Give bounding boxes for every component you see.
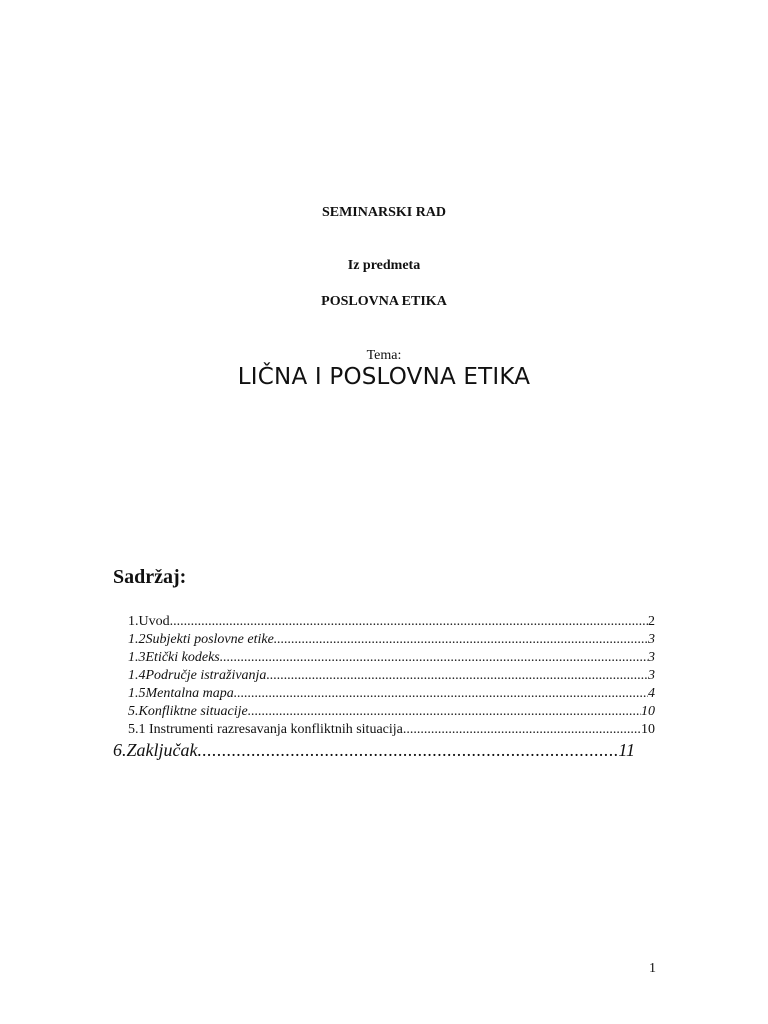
toc-entry-page: 2 — [648, 614, 655, 629]
document-type-title: SEMINARSKI RAD — [321, 205, 447, 220]
toc-dot-leader — [170, 613, 648, 631]
table-of-contents-heading: Sadržaj: — [113, 566, 187, 588]
toc-entry[interactable] — [128, 613, 655, 631]
subject-name: POSLOVNA ETIKA — [321, 294, 447, 309]
page-number: 1 — [649, 961, 656, 976]
toc-entry[interactable] — [113, 739, 635, 761]
toc-entry[interactable] — [128, 703, 655, 721]
toc-entry-page: 4 — [648, 686, 655, 701]
toc-entry-page: 10 — [641, 722, 655, 737]
toc-entry[interactable] — [128, 685, 655, 703]
toc-entry-label: 1.3Etički kodeks — [128, 650, 220, 665]
topic-label: Tema: — [366, 348, 402, 363]
toc-entry[interactable] — [128, 631, 655, 649]
toc-entry-label: 5.1 Instrumenti razresavanja konfliktnih situacija — [128, 722, 403, 737]
toc-dot-leader — [220, 649, 648, 667]
toc-entry[interactable] — [128, 721, 655, 739]
toc-dot-leader — [234, 685, 648, 703]
toc-entry-label: 1.5Mentalna mapa — [128, 686, 234, 701]
toc-entry[interactable] — [128, 667, 655, 685]
toc-entry-label: 6.Zaključak — [113, 740, 198, 760]
toc-dot-leader — [266, 667, 648, 685]
toc-entry-label: 1.2Subjekti poslovne etike — [128, 632, 274, 647]
toc-entry-page: 3 — [648, 632, 655, 647]
toc-dot-leader — [248, 703, 641, 721]
toc-entry-page: 11 — [618, 740, 635, 760]
toc-entry-page: 3 — [648, 650, 655, 665]
topic-title: LIČNA I POSLOVNA ETIKA — [237, 364, 531, 390]
subject-intro: Iz predmeta — [347, 258, 421, 273]
toc-dot-leader — [403, 721, 641, 739]
toc-entry-label: 1.Uvod — [128, 614, 170, 629]
toc-entry[interactable] — [128, 649, 655, 667]
toc-entry-label: 1.4Područje istraživanja — [128, 668, 267, 683]
toc-dot-leader — [197, 739, 618, 761]
toc-dot-leader — [274, 631, 648, 649]
toc-entry-label: 5.Konfliktne situacije — [128, 704, 248, 719]
toc-entry-page: 10 — [641, 704, 655, 719]
toc-entry-page: 3 — [648, 668, 655, 683]
